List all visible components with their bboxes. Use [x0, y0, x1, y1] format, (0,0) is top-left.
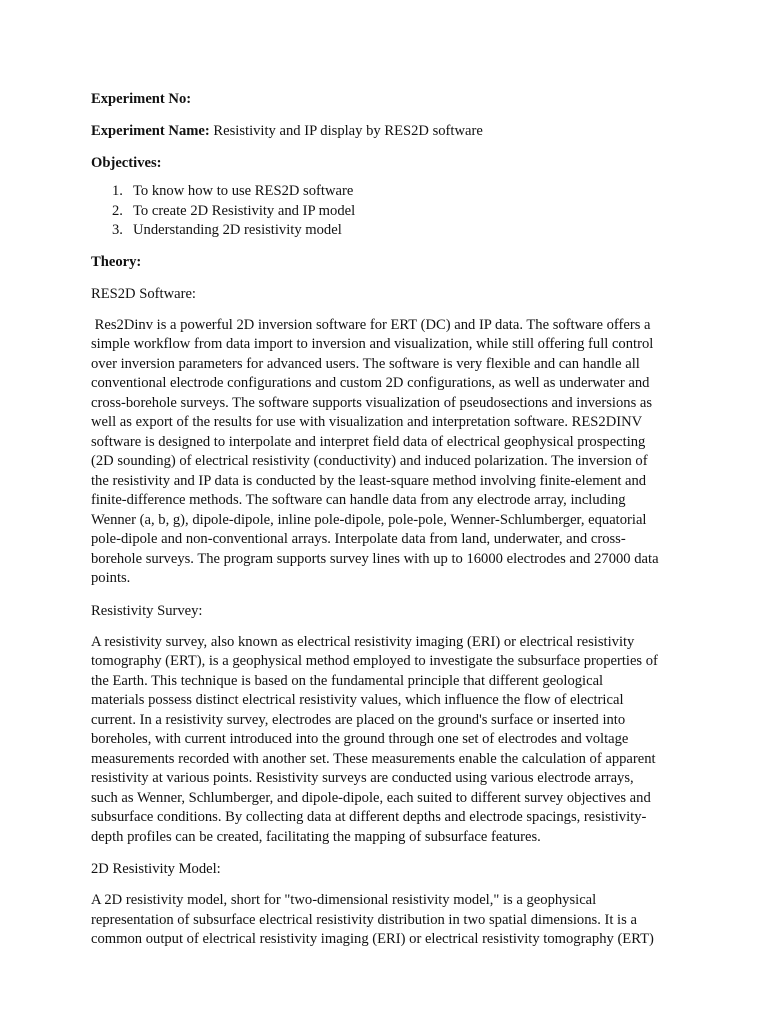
resistivity-model-paragraph [91, 891, 681, 950]
paragraph-line: materials possess distinct electrical resistivity values, which influence the flow of electrical [91, 692, 624, 708]
paragraph-line: such as Wenner, Schlumberger, and dipole-dipole, each suited to different survey objectives and [91, 789, 651, 806]
paragraph-line: depth profiles can be created, facilitating the mapping of subsurface features. [91, 828, 541, 845]
experiment-no [91, 89, 681, 109]
paragraph-line: cross-borehole surveys. The software supports visualization of pseudosections and inversions as [91, 394, 653, 411]
res2d-software-heading: RES2D Software: [91, 285, 196, 302]
theory-label: Theory: [91, 253, 142, 270]
paragraph-line: A 2D resistivity model, short for "two-dimensional resistivity model," is a geophysical [91, 892, 597, 908]
theory-heading [91, 252, 681, 272]
experiment-name-label: Experiment Name: [91, 123, 210, 139]
paragraph-line: over inversion parameters for advanced users. The software is very flexible and can handle all [91, 355, 640, 372]
paragraph-line: representation of subsurface electrical resistivity distribution in two spatial dimensions. It is a [91, 911, 637, 928]
paragraph-line: simple workflow from data import to inversion and visualization, while still offering full control [91, 336, 654, 352]
paragraph-line: resistivity at various points. Resistivity surveys are conducted using various electrode arrays, [91, 770, 634, 786]
paragraph-line: points. [91, 570, 131, 586]
list-item [91, 182, 681, 202]
paragraph-line: common output of electrical resistivity imaging (ERI) or electrical resistivity tomography (ERT) [91, 931, 654, 947]
objectives-label: Objectives: [91, 155, 162, 171]
experiment-name-value: Resistivity and IP display by RES2D software [209, 123, 483, 139]
list-item-number: 2. [112, 202, 123, 219]
paragraph-line: the Earth. This technique is based on the fundamental principle that different geological [91, 672, 604, 689]
paragraph-line: Res2Dinv is a powerful 2D inversion software for ERT (DC) and IP data. The software offers a [91, 316, 651, 333]
paragraph-line: software is designed to interpolate and interpret field data of electrical geophysical prospecting [91, 433, 646, 450]
paragraph-line: current. In a resistivity survey, electrodes are placed on the ground's surface or inserted into [91, 711, 626, 728]
list-item [91, 221, 681, 241]
objectives-heading [91, 153, 681, 173]
list-item-text: To create 2D Resistivity and IP model [133, 202, 356, 219]
list-item [91, 202, 681, 222]
paragraph-line: tomography (ERT), is a geophysical method employed to investigate the subsurface properties of [91, 653, 658, 669]
resistivity-survey-heading: Resistivity Survey: [91, 602, 203, 619]
list-item-number: 1. [112, 183, 123, 199]
list-item-number: 3. [112, 222, 123, 238]
document-page [91, 89, 681, 962]
objectives-list [91, 182, 681, 241]
experiment-no-label: Experiment No: [91, 91, 192, 107]
paragraph-line: finite-difference methods. The software can handle data from any electrode array, including [91, 492, 626, 508]
paragraph-line: pole-dipole and non-conventional arrays. Interpolate data from land, underwater, and cross- [91, 531, 626, 547]
experiment-name [91, 121, 681, 141]
resistivity-model-heading: 2D Resistivity Model: [91, 861, 221, 877]
paragraph-line: Wenner (a, b, g), dipole-dipole, inline pole-dipole, pole-pole, Wenner-Schlumberger, equatorial [91, 511, 647, 528]
res2d-software-paragraph [91, 316, 681, 589]
list-item-text: To know how to use RES2D software [133, 183, 354, 199]
paragraph-line: measurements recorded with another set. These measurements enable the calculation of apparent [91, 750, 656, 767]
paragraph-line: (2D sounding) of electrical resistivity (conductivity) and induced polarization. The inversion of [91, 453, 648, 469]
paragraph-line: A resistivity survey, also known as electrical resistivity imaging (ERI) or electrical resistivity [91, 633, 635, 650]
paragraph-line: the resistivity and IP data is conducted by the least-square method involving finite-element and [91, 472, 647, 489]
paragraph-line: well as export of the results for use with visualization and interpretation software. RES2DINV [91, 414, 643, 430]
paragraph-line: boreholes, with current introduced into the ground through one set of electrodes and voltage [91, 731, 629, 747]
resistivity-survey-paragraph [91, 633, 681, 848]
paragraph-line: borehole surveys. The program supports survey lines with up to 16000 electrodes and 27000 data [91, 550, 659, 567]
list-item-text: Understanding 2D resistivity model [133, 222, 342, 238]
paragraph-line: conventional electrode configurations and custom 2D configurations, as well as underwater and [91, 375, 650, 391]
paragraph-line: subsurface conditions. By collecting data at different depths and electrode spacings, resistivity- [91, 809, 647, 825]
